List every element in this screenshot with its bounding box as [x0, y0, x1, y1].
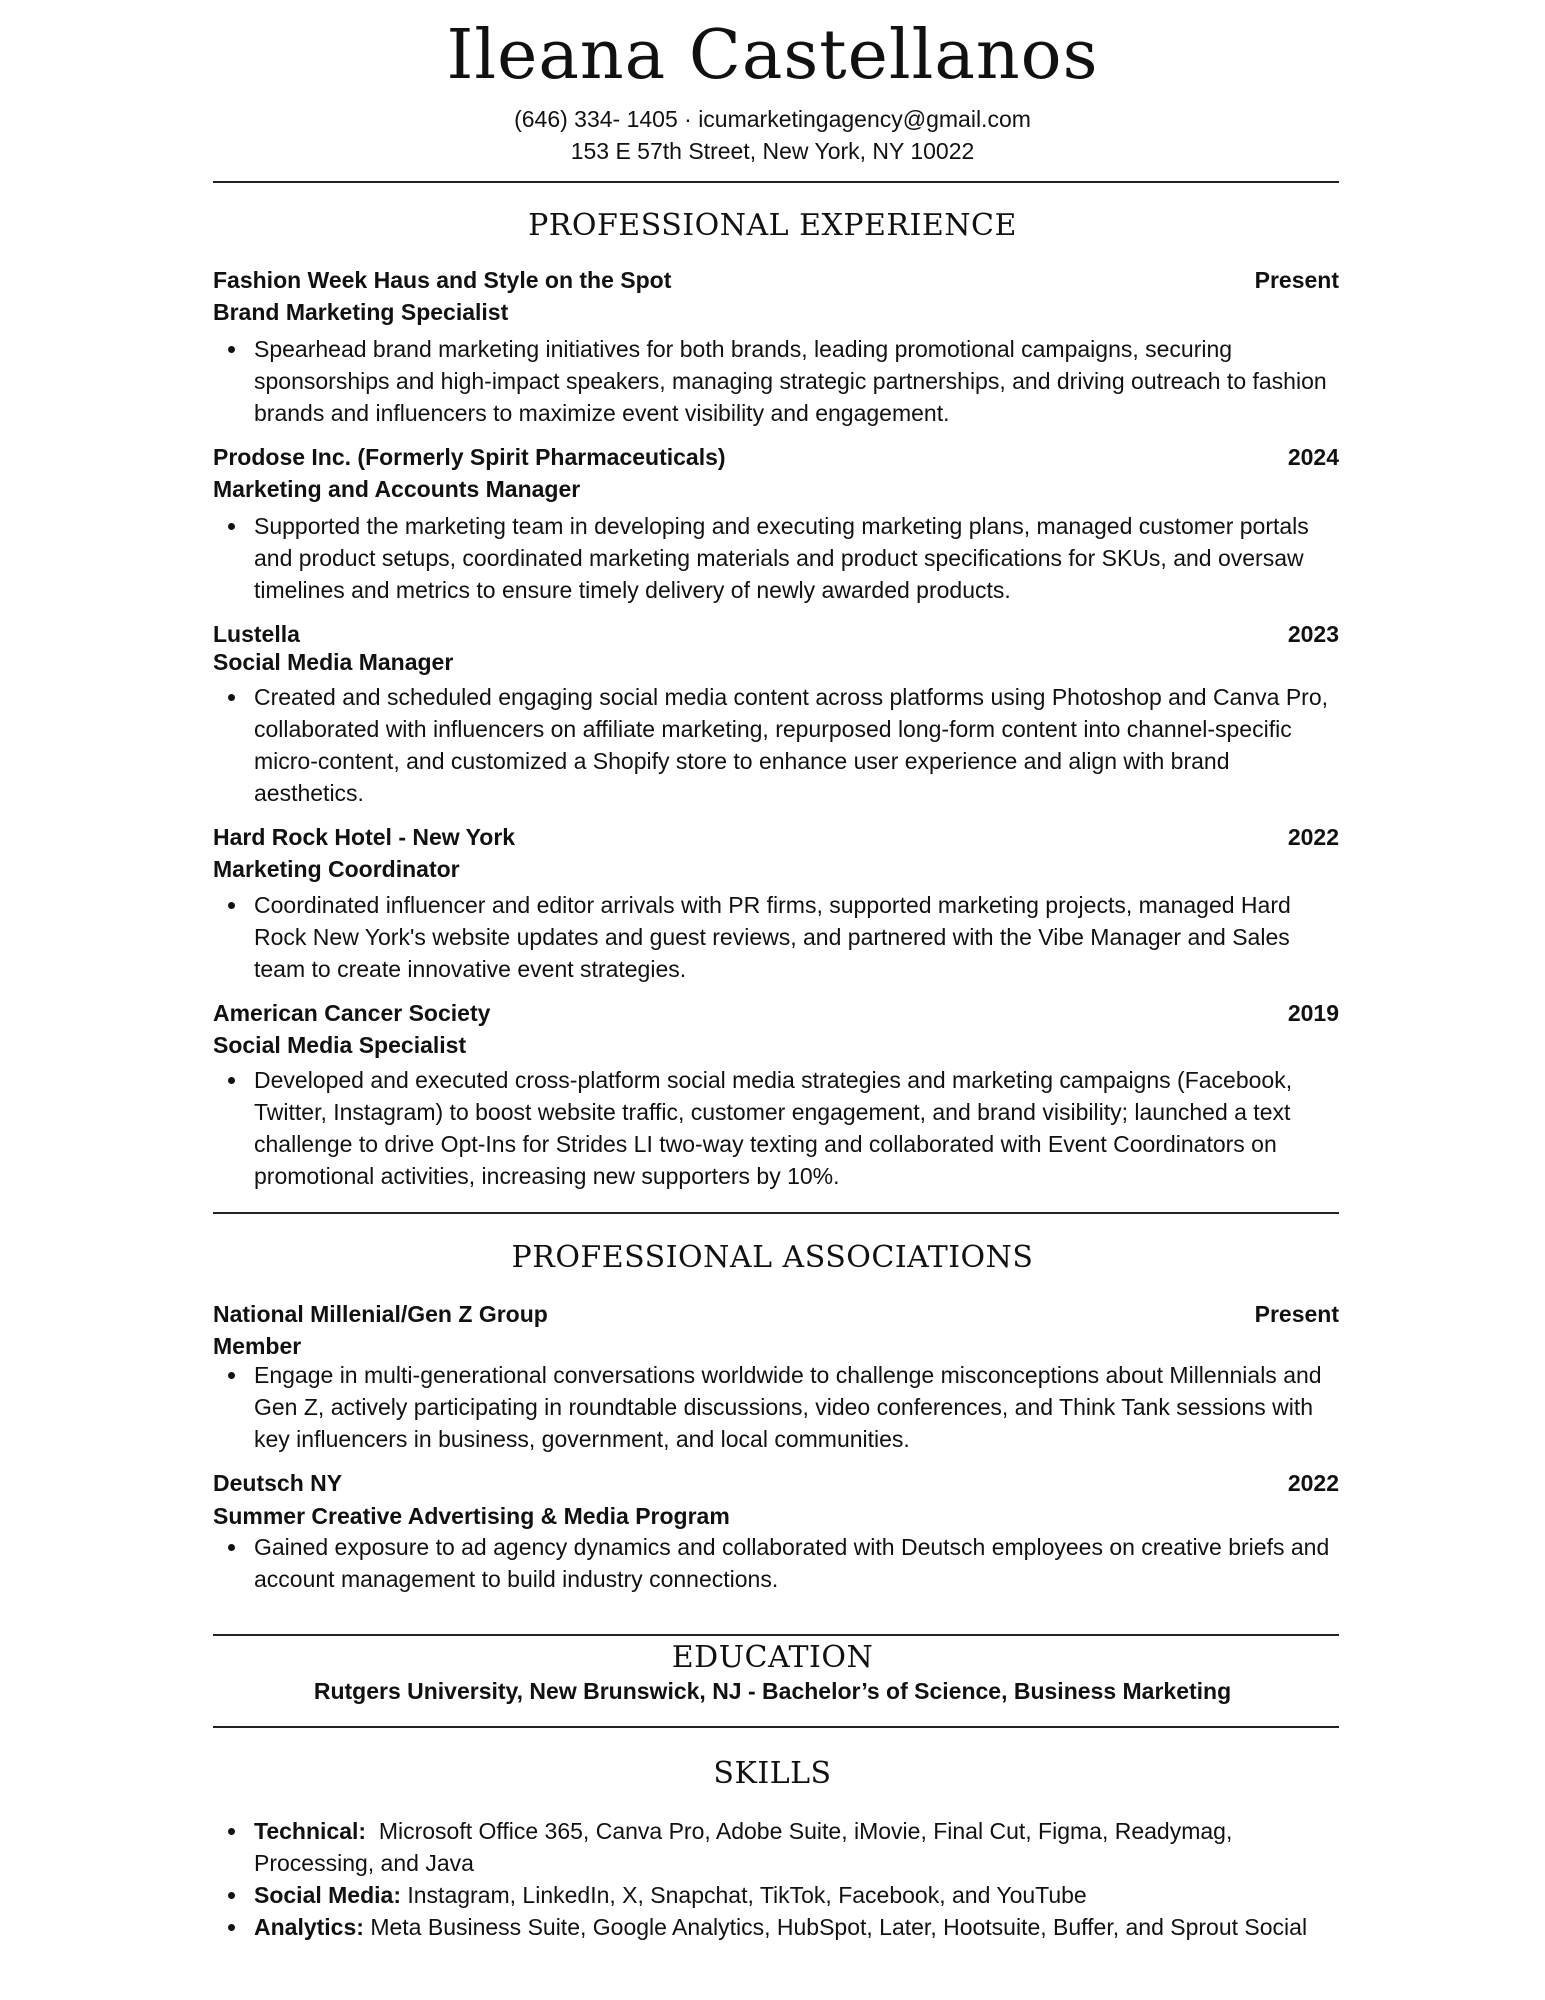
resume-name: Ileana Castellanos — [446, 16, 1099, 95]
entry-date: Present — [1254, 1301, 1339, 1327]
skill-item — [220, 1815, 1340, 1879]
bullet-item: Engage in multi-generational conversations worldwide to challenge misconceptions about Millennials and Gen Z, actively participating in roundtable discussions, video conferences, and Think Tank sessions with key influencers in business, government, and local communities. — [220, 1359, 1340, 1455]
association-entry-header — [213, 1470, 1339, 1500]
entry-organization: Fashion Week Haus and Style on the Spot — [213, 267, 672, 293]
entry-role: Member — [213, 1333, 302, 1359]
entry-organization: Hard Rock Hotel - New York — [213, 824, 516, 850]
skills-list — [220, 1815, 1340, 1943]
entry-bullets — [220, 1359, 1340, 1455]
section-title-associations: PROFESSIONAL ASSOCIATIONS — [511, 1240, 1034, 1275]
contact-address: 153 E 57th Street, New York, NY 10022 — [570, 138, 975, 164]
skill-value: Instagram, LinkedIn, X, Snapchat, TikTok, Facebook, and YouTube — [407, 1882, 1087, 1908]
association-entry-header — [213, 1301, 1339, 1331]
section-title-experience: PROFESSIONAL EXPERIENCE — [528, 208, 1017, 243]
entry-date: 2019 — [1287, 1000, 1339, 1026]
experience-entry-header — [213, 1000, 1339, 1030]
entry-date: Present — [1254, 267, 1339, 293]
entry-date: 2022 — [1287, 1470, 1339, 1496]
skill-item — [220, 1879, 1340, 1911]
entry-date: 2024 — [1287, 444, 1339, 470]
entry-role: Brand Marketing Specialist — [213, 299, 509, 325]
section-title-skills: SKILLS — [713, 1756, 832, 1791]
entry-bullets — [220, 333, 1340, 429]
bullet-item: Coordinated influencer and editor arrivals with PR firms, supported marketing projects, managed Hard Rock New York's website updates and guest reviews, and partnered with the Vibe Manager and Sales team to create innovative event strategies. — [220, 889, 1340, 985]
entry-date: 2022 — [1287, 824, 1339, 850]
experience-entry-header — [213, 824, 1339, 854]
entry-bullets — [220, 1531, 1340, 1595]
bullet-item: Created and scheduled engaging social media content across platforms using Photoshop and Canva Pro, collaborated with influencers on affiliate marketing, repurposed long-form content into channel-specific micro-content, and customized a Shopify store to enhance user experience and align with brand aesthetics. — [220, 681, 1340, 809]
divider — [213, 181, 1339, 183]
entry-date: 2023 — [1287, 621, 1339, 647]
skill-label: Social Media: — [254, 1882, 401, 1908]
entry-bullets — [220, 510, 1340, 606]
experience-entry-header — [213, 621, 1339, 651]
entry-organization: Lustella — [213, 621, 300, 647]
entry-organization: National Millenial/Gen Z Group — [213, 1301, 548, 1327]
skill-value: Microsoft Office 365, Canva Pro, Adobe Suite, iMovie, Final Cut, Figma, Readymag, Processing, and Java — [254, 1818, 1233, 1876]
skill-item — [220, 1911, 1340, 1943]
entry-organization: Deutsch NY — [213, 1470, 343, 1496]
entry-role: Summer Creative Advertising & Media Program — [213, 1503, 730, 1529]
entry-organization: American Cancer Society — [213, 1000, 491, 1026]
skill-label: Analytics: — [254, 1914, 364, 1940]
bullet-item: Supported the marketing team in developing and executing marketing plans, managed customer portals and product setups, coordinated marketing materials and product specifications for SKUs, and oversaw timelines and metrics to ensure timely delivery of newly awarded products. — [220, 510, 1340, 606]
experience-entry-header — [213, 267, 1339, 297]
entry-role: Marketing and Accounts Manager — [213, 476, 581, 502]
divider — [213, 1634, 1339, 1636]
divider — [213, 1212, 1339, 1214]
entry-role: Social Media Specialist — [213, 1032, 467, 1058]
contact-phone-email: (646) 334- 1405 · icumarketingagency@gmail.com — [514, 106, 1031, 132]
divider — [213, 1726, 1339, 1728]
entry-bullets — [220, 681, 1340, 809]
bullet-item: Developed and executed cross-platform social media strategies and marketing campaigns (Facebook, Twitter, Instagram) to boost website traffic, customer engagement, and brand visibility; launched a text challenge to drive Opt-Ins for Strides LI two-way texting and collaborated with Event Coordinators on promotional activities, increasing new supporters by 10%. — [220, 1064, 1340, 1192]
entry-bullets — [220, 1064, 1340, 1192]
skill-label: Technical: — [254, 1818, 367, 1844]
skill-value: Meta Business Suite, Google Analytics, HubSpot, Later, Hootsuite, Buffer, and Sprout Social — [370, 1914, 1308, 1940]
bullet-item: Gained exposure to ad agency dynamics and collaborated with Deutsch employees on creative briefs and account management to build industry connections. — [220, 1531, 1340, 1595]
education-degree: Rutgers University, New Brunswick, NJ - Bachelor’s of Science, Business Marketing — [313, 1678, 1232, 1704]
entry-bullets — [220, 889, 1340, 985]
entry-organization: Prodose Inc. (Formerly Spirit Pharmaceuticals) — [213, 444, 726, 470]
bullet-item: Spearhead brand marketing initiatives for both brands, leading promotional campaigns, securing sponsorships and high-impact speakers, managing strategic partnerships, and driving outreach to fashion brands and influencers to maximize event visibility and engagement. — [220, 333, 1340, 429]
section-title-education: EDUCATION — [671, 1640, 874, 1675]
entry-role: Social Media Manager — [213, 649, 454, 675]
entry-role: Marketing Coordinator — [213, 856, 460, 882]
experience-entry-header — [213, 444, 1339, 474]
